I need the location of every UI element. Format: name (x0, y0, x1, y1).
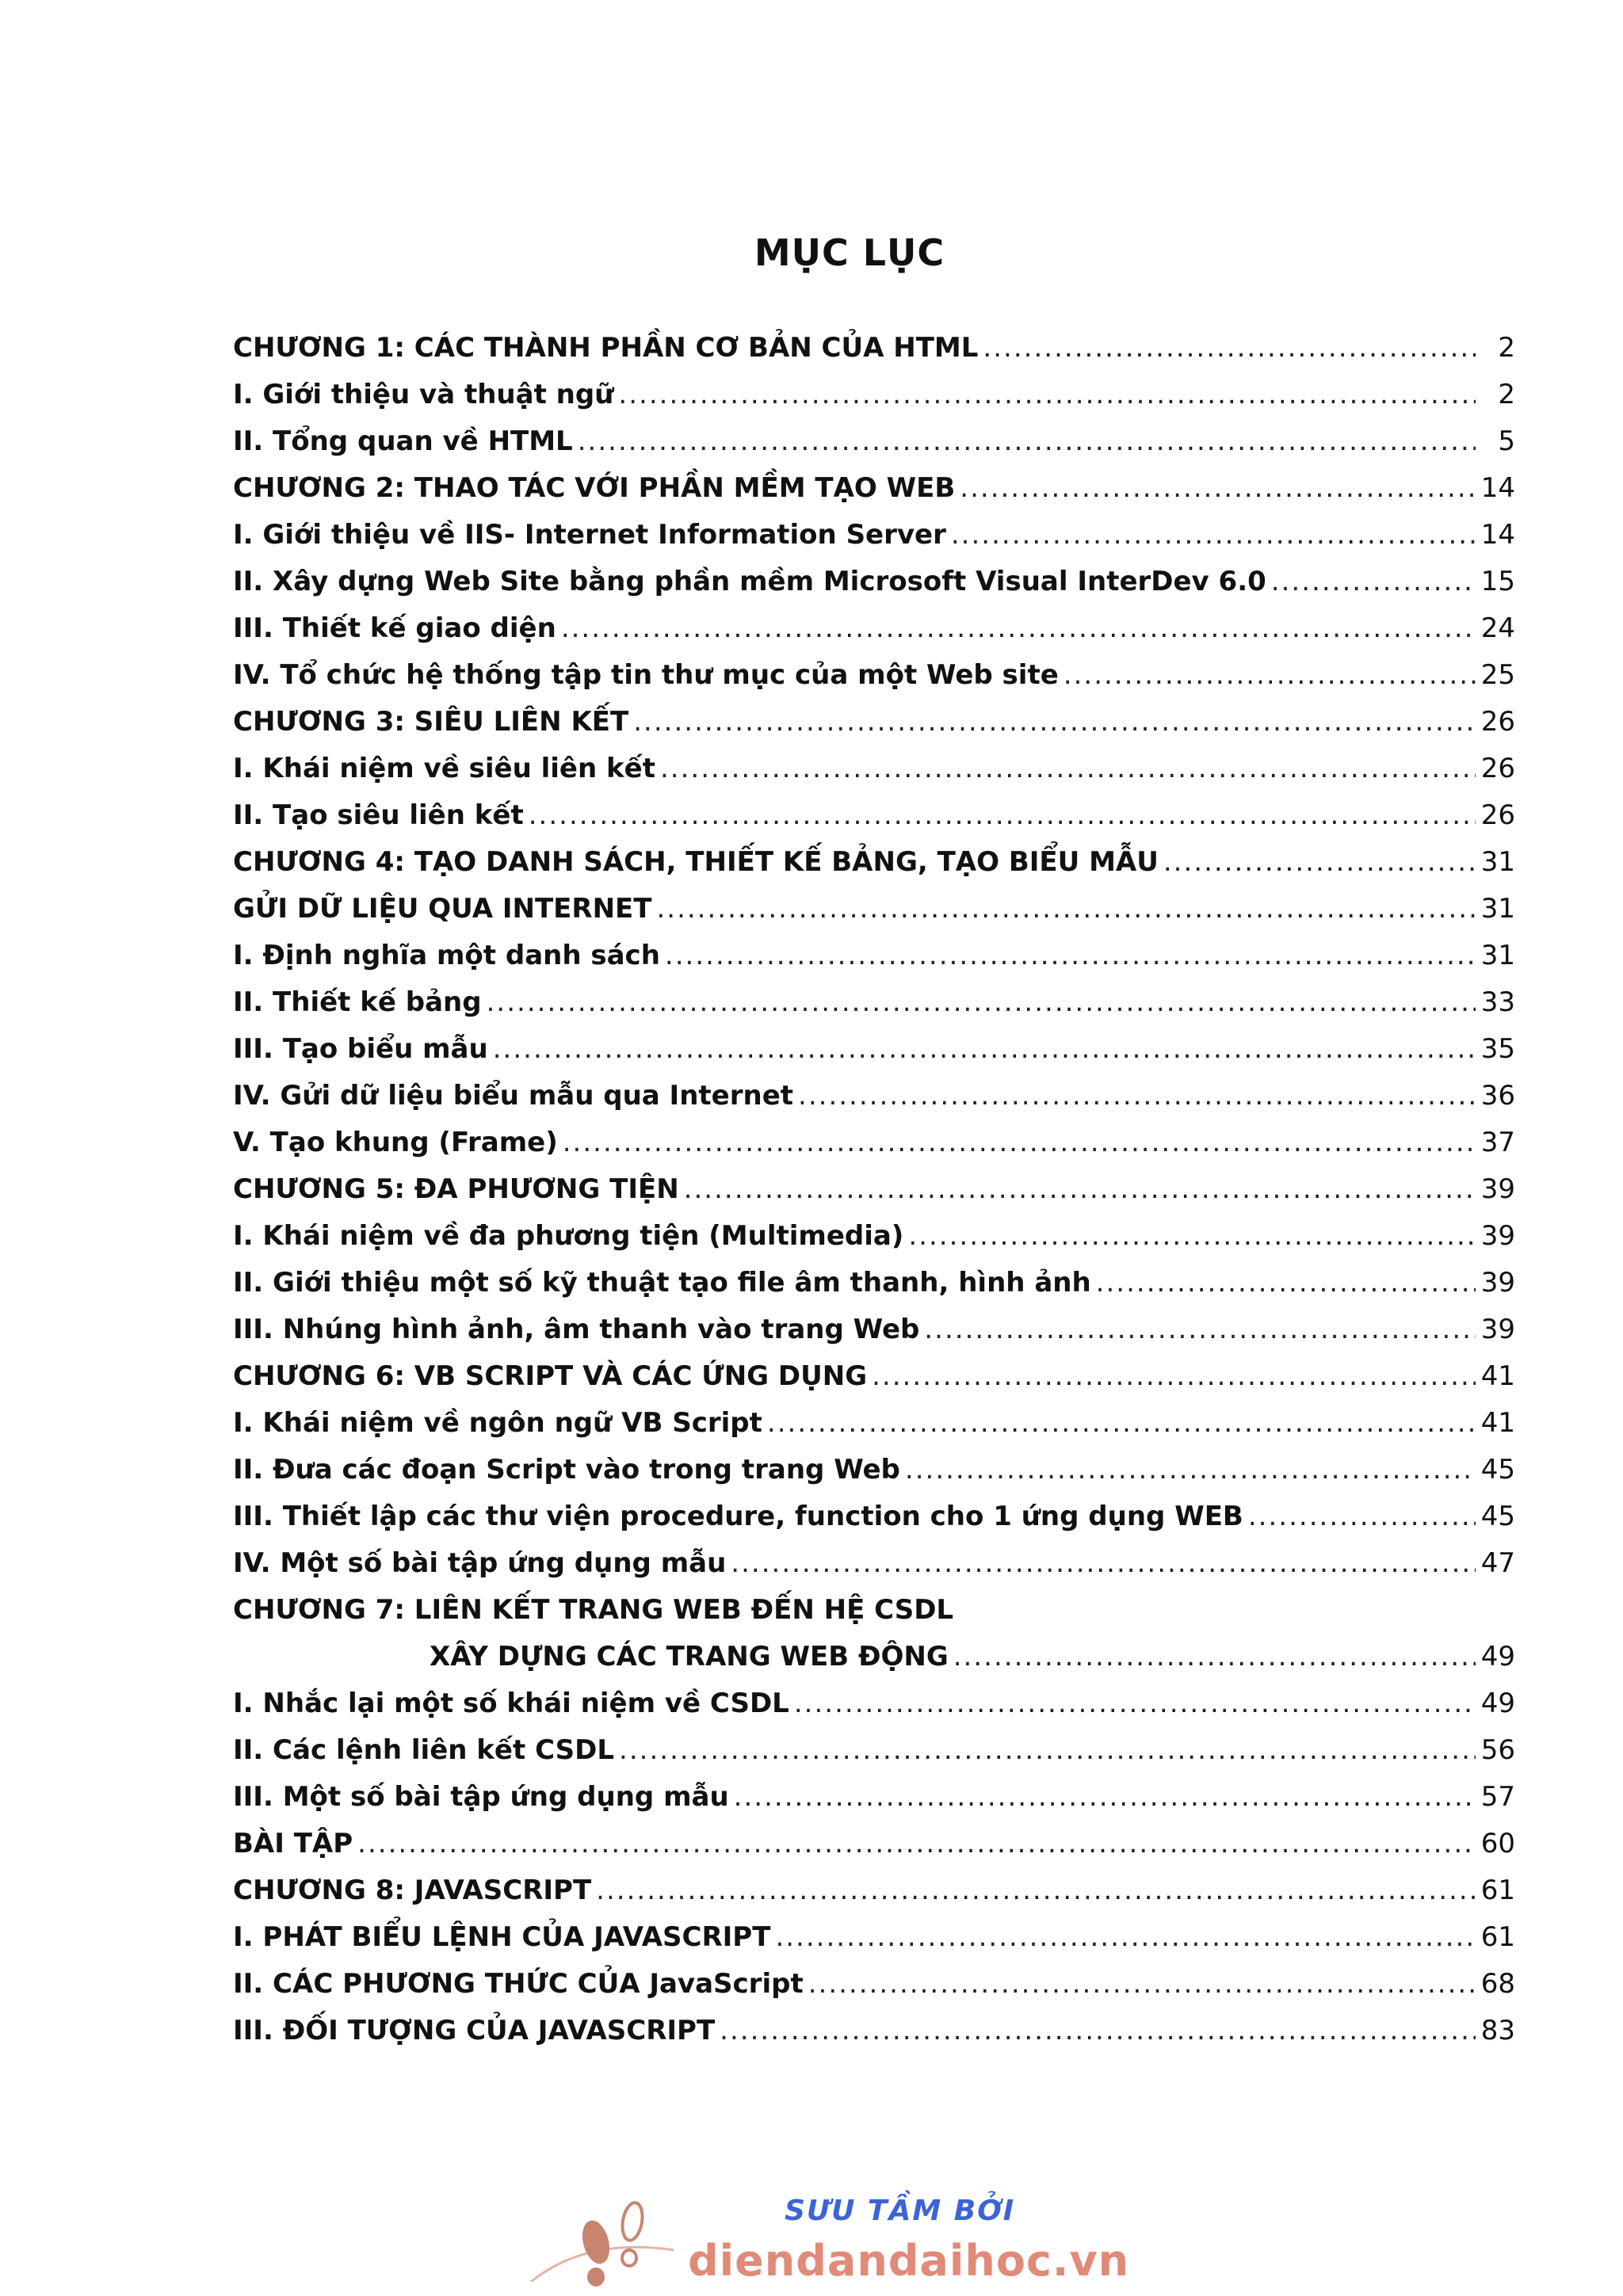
toc-entry-page: 61 (1480, 1921, 1515, 1953)
toc-leader-dots (775, 1914, 1476, 1961)
toc-entry-title: III. Thiết kế giao diện (233, 612, 556, 644)
toc-entry (233, 1073, 1515, 1119)
toc-entry (233, 1213, 1515, 1260)
toc-leader-dots (960, 465, 1476, 512)
toc-entry-title: CHƯƠNG 6: VB SCRIPT VÀ CÁC ỨNG DỤNG (233, 1360, 868, 1392)
table-of-contents (233, 325, 1515, 2054)
toc-entry-page: 41 (1480, 1360, 1515, 1392)
toc-entry (233, 1540, 1515, 1587)
toc-entry (233, 1493, 1515, 1540)
toc-entry-page: 25 (1480, 659, 1515, 691)
toc-entry-title: IV. Tổ chức hệ thống tập tin thư mục của một Web site (233, 659, 1059, 691)
toc-entry (233, 746, 1515, 792)
toc-leader-dots (953, 1634, 1476, 1680)
toc-leader-dots (808, 1961, 1476, 2008)
toc-entry-page: 39 (1480, 1220, 1515, 1252)
toc-leader-dots (734, 1774, 1476, 1821)
toc-entry-page: 49 (1480, 1641, 1515, 1672)
page-title: MỤC LỤC (754, 231, 945, 274)
footprint-logo-icon (523, 2195, 682, 2296)
toc-entry (233, 1680, 1515, 1727)
toc-entry (233, 1306, 1515, 1353)
toc-entry (233, 1166, 1515, 1213)
toc-entry-title: CHƯƠNG 5: ĐA PHƯƠNG TIỆN (233, 1173, 679, 1205)
toc-leader-dots (633, 699, 1476, 746)
toc-entry (233, 652, 1515, 699)
toc-entry-page: 49 (1480, 1688, 1515, 1719)
toc-entry-page: 57 (1480, 1781, 1515, 1813)
toc-entry (233, 1026, 1515, 1073)
toc-entry-title: II. Các lệnh liên kết CSDL (233, 1734, 615, 1766)
toc-entry-title: III. Nhúng hình ảnh, âm thanh vào trang Web (233, 1314, 920, 1345)
toc-entry-page: 39 (1480, 1314, 1515, 1345)
toc-entry (233, 979, 1515, 1026)
toc-entry-title: CHƯƠNG 1: CÁC THÀNH PHẦN CƠ BẢN CỦA HTML (233, 332, 979, 364)
toc-entry-page: 56 (1480, 1734, 1515, 1766)
toc-entry-title: IV. Một số bài tập ứng dụng mẫu (233, 1547, 727, 1579)
toc-entry-page: 36 (1480, 1080, 1515, 1112)
toc-entry (233, 1867, 1515, 1914)
toc-entry-page: 39 (1480, 1173, 1515, 1205)
toc-entry (233, 1774, 1515, 1821)
toc-leader-dots (563, 1119, 1476, 1166)
toc-entry (233, 1961, 1515, 2008)
toc-entry (233, 1400, 1515, 1447)
toc-entry (233, 1447, 1515, 1493)
toc-entry-page: 26 (1480, 706, 1515, 738)
toc-entry-title: CHƯƠNG 2: THAO TÁC VỚI PHẦN MỀM TẠO WEB (233, 472, 956, 504)
toc-entry (233, 886, 1515, 933)
toc-entry-title: II. Xây dựng Web Site bằng phần mềm Microsoft Visual InterDev 6.0 (233, 566, 1266, 597)
toc-leader-dots (618, 372, 1476, 418)
toc-entry-title: CHƯƠNG 4: TẠO DANH SÁCH, THIẾT KẾ BẢNG, TẠO BIỂU MẪU (233, 846, 1159, 878)
toc-entry-page: 60 (1480, 1828, 1515, 1859)
toc-leader-dots (872, 1353, 1476, 1400)
toc-leader-dots (487, 979, 1476, 1026)
toc-entry-page: 14 (1480, 519, 1515, 551)
toc-entry-title: V. Tạo khung (Frame) (233, 1127, 558, 1158)
toc-entry-title: II. Tổng quan về HTML (233, 425, 573, 457)
toc-entry-page: 14 (1480, 472, 1515, 504)
toc-entry-title: I. Khái niệm về ngôn ngữ VB Script (233, 1407, 762, 1439)
toc-entry (233, 1727, 1515, 1774)
toc-entry (233, 605, 1515, 652)
toc-leader-dots (665, 933, 1476, 979)
toc-entry-title: II. Tạo siêu liên kết (233, 799, 524, 831)
toc-entry-page: 47 (1480, 1547, 1515, 1579)
toc-leader-dots (1248, 1493, 1476, 1540)
toc-entry-page: 31 (1480, 846, 1515, 878)
toc-entry-title: CHƯƠNG 3: SIÊU LIÊN KẾT (233, 706, 629, 738)
toc-entry-title: II. Giới thiệu một số kỹ thuật tạo file âm thanh, hình ảnh (233, 1267, 1091, 1299)
toc-leader-dots (529, 792, 1476, 839)
toc-entry (233, 2008, 1515, 2054)
toc-entry (233, 418, 1515, 465)
toc-entry (233, 512, 1515, 559)
toc-entry (233, 1634, 1515, 1680)
toc-entry (233, 792, 1515, 839)
toc-leader-dots (656, 886, 1476, 933)
toc-entry-page: 26 (1480, 799, 1515, 831)
toc-leader-dots (684, 1166, 1476, 1213)
toc-leader-dots (905, 1447, 1476, 1493)
toc-entry-page: 37 (1480, 1127, 1515, 1158)
toc-entry (233, 1821, 1515, 1867)
toc-entry-title: II. CÁC PHƯƠNG THỨC CỦA JavaScript (233, 1968, 804, 2000)
toc-leader-dots (596, 1867, 1476, 1914)
toc-entry-title: III. Tạo biểu mẫu (233, 1033, 488, 1065)
toc-entry-page: 24 (1480, 612, 1515, 644)
toc-entry-page: 61 (1480, 1875, 1515, 1906)
toc-leader-dots (908, 1213, 1476, 1260)
toc-entry (233, 465, 1515, 512)
watermark (523, 2195, 1130, 2296)
toc-leader-dots (924, 1306, 1476, 1353)
toc-entry-page: 68 (1480, 1968, 1515, 2000)
toc-entry-title: I. Khái niệm về đa phương tiện (Multimedia) (233, 1220, 904, 1252)
toc-leader-dots (561, 605, 1476, 652)
toc-entry (233, 1119, 1515, 1166)
toc-entry-title: II. Đưa các đoạn Script vào trong trang Web (233, 1454, 900, 1486)
toc-entry (233, 1587, 1515, 1634)
toc-entry (233, 325, 1515, 372)
toc-leader-dots (1064, 652, 1476, 699)
toc-entry-page: 83 (1480, 2015, 1515, 2046)
toc-entry-title: I. Nhắc lại một số khái niệm về CSDL (233, 1688, 789, 1719)
toc-entry-title: CHƯƠNG 7: LIÊN KẾT TRANG WEB ĐẾN HỆ CSDL (233, 1594, 954, 1626)
toc-entry-page: 15 (1480, 566, 1515, 597)
toc-entry-title: XÂY DỰNG CÁC TRANG WEB ĐỘNG (430, 1641, 949, 1672)
toc-leader-dots (983, 325, 1476, 372)
toc-leader-dots (951, 512, 1476, 559)
toc-entry-page: 33 (1480, 986, 1515, 1018)
toc-leader-dots (1271, 559, 1476, 605)
toc-entry-page: 31 (1480, 893, 1515, 925)
toc-entry-page: 35 (1480, 1033, 1515, 1065)
toc-entry-title: BÀI TẬP (233, 1828, 353, 1859)
toc-entry (233, 839, 1515, 886)
toc-leader-dots (1163, 839, 1476, 886)
toc-entry-title: CHƯƠNG 8: JAVASCRIPT (233, 1875, 592, 1906)
toc-entry-page: 2 (1498, 379, 1515, 410)
toc-entry-title: I. PHÁT BIỂU LỆNH CỦA JAVASCRIPT (233, 1921, 771, 1953)
toc-entry (233, 933, 1515, 979)
toc-entry-page: 39 (1480, 1267, 1515, 1299)
toc-entry-title: III. Thiết lập các thư viện procedure, function cho 1 ứng dụng WEB (233, 1501, 1243, 1532)
toc-leader-dots (660, 746, 1476, 792)
watermark-site: diendandaihoc.vn (688, 2236, 1130, 2286)
toc-entry-title: I. Giới thiệu và thuật ngữ (233, 379, 614, 410)
toc-entry (233, 1260, 1515, 1306)
watermark-caption: SƯU TẦM BỞI (785, 2195, 1016, 2227)
toc-leader-dots (767, 1400, 1476, 1447)
toc-leader-dots (1096, 1260, 1476, 1306)
toc-entry-title: IV. Gửi dữ liệu biểu mẫu qua Internet (233, 1080, 794, 1112)
toc-entry-title: GỬI DỮ LIỆU QUA INTERNET (233, 893, 652, 925)
toc-entry-title: I. Khái niệm về siêu liên kết (233, 753, 655, 784)
toc-entry-page: 45 (1480, 1454, 1515, 1486)
toc-entry-page: 31 (1480, 940, 1515, 971)
toc-entry (233, 699, 1515, 746)
toc-entry-page: 2 (1498, 332, 1515, 364)
toc-entry (233, 1914, 1515, 1961)
toc-leader-dots (357, 1821, 1476, 1867)
toc-leader-dots (578, 418, 1476, 465)
toc-entry (233, 559, 1515, 605)
toc-entry-title: II. Thiết kế bảng (233, 986, 482, 1018)
toc-leader-dots (731, 1540, 1476, 1587)
toc-leader-dots (619, 1727, 1476, 1774)
toc-entry-page: 5 (1498, 425, 1515, 457)
toc-leader-dots (794, 1680, 1476, 1727)
toc-entry-title: I. Định nghĩa một danh sách (233, 940, 660, 971)
toc-entry-page: 26 (1480, 753, 1515, 784)
toc-entry (233, 372, 1515, 418)
toc-entry-title: I. Giới thiệu về IIS- Internet Information Server (233, 519, 946, 551)
toc-entry-title: III. Một số bài tập ứng dụng mẫu (233, 1781, 729, 1813)
toc-entry-page: 45 (1480, 1501, 1515, 1532)
toc-entry-title: III. ĐỐI TƯỢNG CỦA JAVASCRIPT (233, 2015, 716, 2046)
toc-entry (233, 1353, 1515, 1400)
toc-leader-dots (720, 2008, 1476, 2054)
toc-leader-dots (493, 1026, 1476, 1073)
toc-entry-page: 41 (1480, 1407, 1515, 1439)
toc-leader-dots (798, 1073, 1476, 1119)
